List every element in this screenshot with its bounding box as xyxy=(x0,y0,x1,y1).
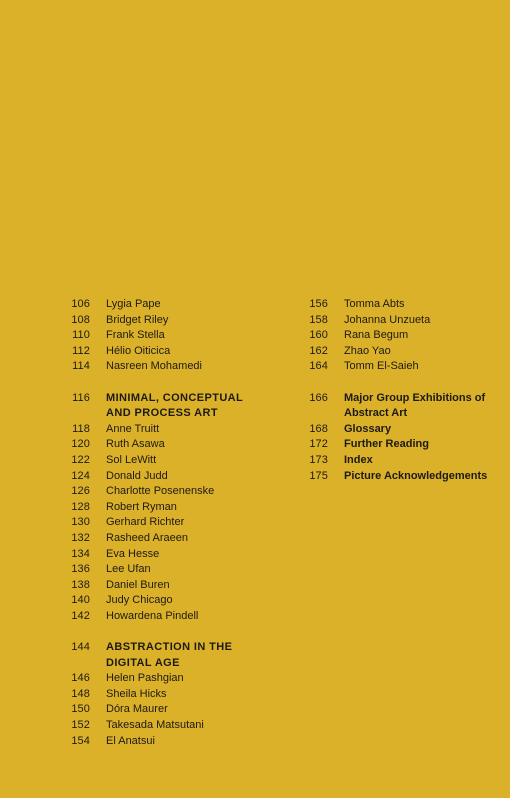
toc-entry-title: Helen Pashgian xyxy=(106,672,184,685)
toc-page-number: 168 xyxy=(309,422,328,435)
toc-entry-row xyxy=(60,578,260,594)
toc-page-number: 148 xyxy=(71,687,90,700)
toc-entry-row xyxy=(60,687,260,703)
toc-entry-row xyxy=(298,313,498,329)
toc-page-number: 156 xyxy=(309,298,328,310)
toc-entry-row xyxy=(60,734,260,750)
toc-entry-title: Johanna Unzueta xyxy=(344,313,431,326)
toc-entry-title: Hélio Oiticica xyxy=(106,344,171,357)
toc-entry-row xyxy=(60,609,260,625)
toc-entry-row xyxy=(60,344,260,360)
toc-section-row xyxy=(60,640,260,671)
toc-entry-row xyxy=(298,422,498,438)
toc-page-number: 116 xyxy=(72,391,90,404)
toc-entry-title: Lygia Pape xyxy=(106,298,161,310)
toc-page-number: 106 xyxy=(71,298,90,310)
toc-entry-row xyxy=(298,437,498,453)
toc-page-number: 134 xyxy=(71,547,90,560)
toc-entry-title: Sheila Hicks xyxy=(106,687,167,700)
toc-page-number: 114 xyxy=(72,360,90,373)
toc-entry-title: Howardena Pindell xyxy=(106,609,199,622)
toc-section-title: ABSTRACTION IN THE DIGITAL AGE xyxy=(106,641,233,669)
toc-page-number: 173 xyxy=(309,453,328,466)
toc-entry-row xyxy=(60,453,260,469)
toc-page-number: 175 xyxy=(309,469,328,482)
toc-entry-title: Frank Stella xyxy=(106,329,165,342)
toc-entry-title: Tomma Abts xyxy=(344,298,405,310)
toc-entry-title: Eva Hesse xyxy=(106,547,160,560)
toc-entry-title: Gerhard Richter xyxy=(106,516,185,529)
toc-entry-title: El Anatsui xyxy=(106,734,155,747)
toc-page-number: 152 xyxy=(71,719,90,732)
toc-page-number: 136 xyxy=(71,563,90,576)
toc-entry-title: Further Reading xyxy=(344,438,429,451)
toc-entry-row xyxy=(60,547,260,563)
toc-entry-row xyxy=(60,671,260,687)
toc-page-number: 142 xyxy=(71,609,90,622)
toc-entry-title: Major Group Exhibitions of Abstract Art xyxy=(344,391,486,420)
toc-entry-row xyxy=(298,469,498,485)
toc-page-number: 132 xyxy=(71,531,90,544)
toc-page-number: 144 xyxy=(71,641,90,654)
toc-page-number: 112 xyxy=(72,344,90,357)
toc-page-number: 172 xyxy=(309,438,328,451)
toc-entry-row xyxy=(60,562,260,578)
toc-page-number: 140 xyxy=(71,594,90,607)
toc-entry-row xyxy=(298,328,498,344)
toc-page-number: 110 xyxy=(72,329,90,342)
toc-page-number: 150 xyxy=(71,703,90,716)
toc-entry-title: Tomm El-Saieh xyxy=(344,360,419,373)
toc-page-number: 122 xyxy=(71,453,90,466)
toc-entry-title: Robert Ryman xyxy=(106,500,177,513)
toc-entry-row xyxy=(60,484,260,500)
toc-page-number: 120 xyxy=(71,438,90,451)
toc-entry-title: Zhao Yao xyxy=(344,344,391,357)
toc-page-number: 138 xyxy=(71,578,90,591)
toc-page-number: 128 xyxy=(71,500,90,513)
toc-entry-row xyxy=(60,515,260,531)
toc-entry-title: Rana Begum xyxy=(344,329,409,342)
toc-page-number: 154 xyxy=(71,734,90,747)
toc-entry-row xyxy=(60,718,260,734)
toc-entry-title: Daniel Buren xyxy=(106,578,170,591)
toc-entry-title: Anne Truitt xyxy=(106,422,160,435)
toc-entry-title: Glossary xyxy=(344,422,392,435)
toc-entry-title: Rasheed Araeen xyxy=(106,531,188,544)
toc-section-row xyxy=(60,391,260,422)
toc-page-number: 146 xyxy=(71,672,90,685)
toc-page-number: 166 xyxy=(309,391,328,404)
toc-entry-row xyxy=(60,531,260,547)
toc-entry-row xyxy=(298,453,498,469)
toc-entry-row xyxy=(60,422,260,438)
toc-entry-title: Bridget Riley xyxy=(106,313,169,326)
toc-entry-title: Judy Chicago xyxy=(106,594,173,607)
toc-section-title: MINIMAL, CONCEPTUAL AND PROCESS ART xyxy=(106,391,243,420)
toc-page-number: 162 xyxy=(309,344,328,357)
toc-entry-title: Charlotte Posenenske xyxy=(106,485,215,498)
toc-page-number: 130 xyxy=(71,516,90,529)
toc-entry-row xyxy=(298,344,498,360)
toc-entry-row xyxy=(60,328,260,344)
toc-entry-row xyxy=(60,313,260,329)
toc-entry-title: Takesada Matsutani xyxy=(106,719,204,732)
toc-entry-title: Picture Acknowledgements xyxy=(344,469,488,482)
toc-entry-title: Dóra Maurer xyxy=(106,703,168,716)
toc-page-number: 124 xyxy=(71,469,90,482)
toc-entry-row xyxy=(60,593,260,609)
toc-page-number: 126 xyxy=(71,485,90,498)
toc-entry-row xyxy=(298,391,498,422)
toc-entry-row xyxy=(298,297,498,313)
toc-entry-title: Nasreen Mohamedi xyxy=(106,360,202,373)
toc-entry-title: Sol LeWitt xyxy=(106,453,157,466)
toc-page-number: 108 xyxy=(71,313,90,326)
toc-entry-row xyxy=(60,702,260,718)
toc-page-number: 160 xyxy=(309,329,328,342)
toc-entry-row xyxy=(60,437,260,453)
toc-entry-title: Lee Ufan xyxy=(106,563,151,576)
toc-entry-row xyxy=(60,359,260,375)
toc-entry-row xyxy=(60,500,260,516)
toc-page-number: 158 xyxy=(309,313,328,326)
toc-entry-row xyxy=(60,469,260,485)
toc-entry-row xyxy=(298,359,498,375)
toc-entry-title: Donald Judd xyxy=(106,469,168,482)
toc-entry-row xyxy=(60,297,260,313)
toc-left-column xyxy=(60,297,260,749)
toc-right-column xyxy=(298,297,498,484)
toc-page-number: 164 xyxy=(309,360,328,373)
toc-entry-title: Index xyxy=(344,453,373,466)
toc-page-number: 118 xyxy=(72,422,90,435)
toc-entry-title: Ruth Asawa xyxy=(106,438,165,451)
